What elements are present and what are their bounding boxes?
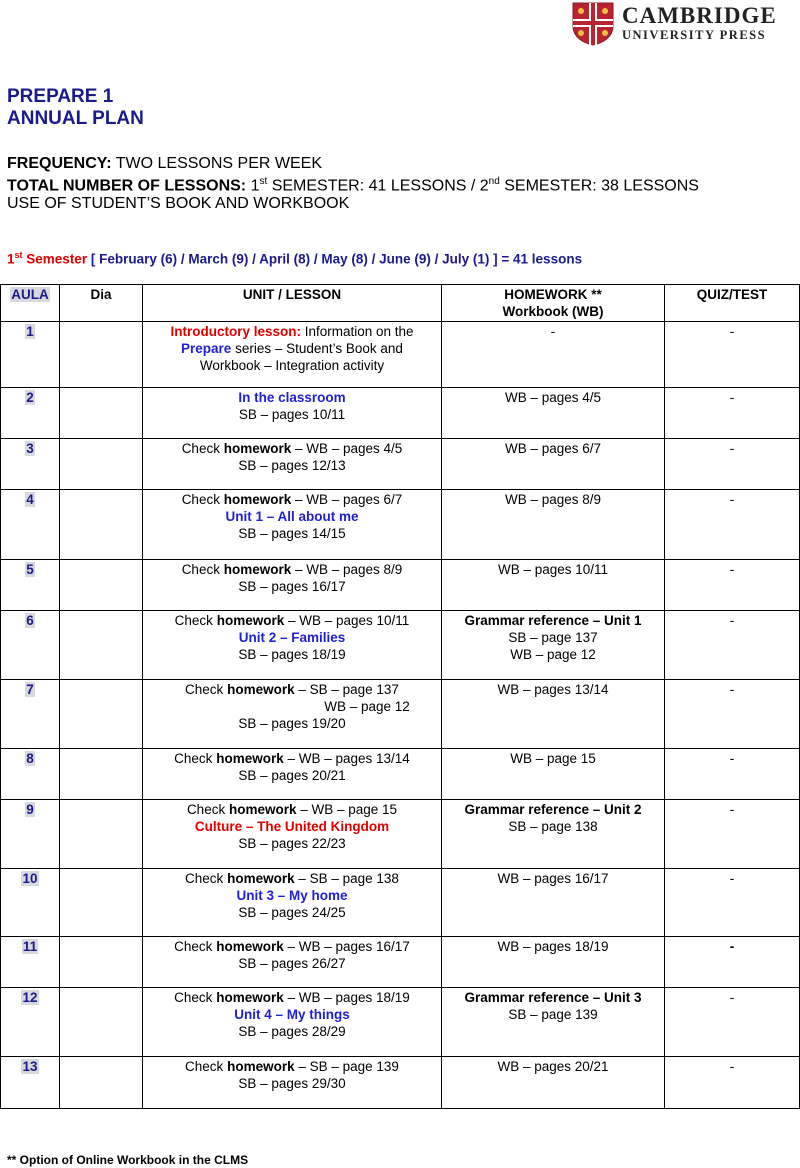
homework-word: homework: [216, 939, 284, 954]
semester-heading: [7, 250, 582, 267]
aula-cell: [1, 937, 60, 988]
check-word: Check: [174, 751, 217, 766]
check-word: Check: [185, 682, 228, 697]
sb-pages: SB – pages 29/30: [238, 1076, 346, 1091]
semester-months: [ February (6) / March (9) / April (8) / May (8) / June (9) / July (1) ] = 41 lessons: [87, 251, 583, 267]
unit-title: Unit 4 – My things: [234, 1007, 350, 1022]
footnote: ** Option of Online Workbook in the CLMS: [7, 1153, 249, 1167]
sb-pages: SB – pages 12/13: [238, 458, 346, 473]
table-row: [1, 749, 800, 800]
header-hw1: HOMEWORK **: [504, 287, 602, 302]
total-post: SEMESTER: 38 LESSONS: [499, 177, 699, 195]
total-mid: SEMESTER: 41 LESSONS / 2: [267, 177, 489, 195]
dia-cell[interactable]: [60, 490, 143, 560]
plan-meta: [7, 155, 699, 213]
aula-cell: [1, 322, 60, 388]
title-line2: ANNUAL PLAN: [7, 108, 144, 129]
quiz-cell: -: [665, 988, 800, 1057]
sb-pages: SB – pages 19/20: [238, 716, 346, 731]
check-rest: – SB – page 139: [294, 1059, 399, 1074]
sb-pages: SB – pages 14/15: [238, 526, 346, 541]
use-line: USE OF STUDENT’S BOOK AND WORKBOOK: [7, 195, 350, 213]
table-row: [1, 322, 800, 388]
aula-number: 8: [26, 751, 34, 766]
homework-word: homework: [223, 492, 292, 507]
homework-cell: WB – pages 10/11: [442, 560, 665, 611]
dia-cell[interactable]: [60, 680, 143, 749]
check-word: Check: [185, 1059, 228, 1074]
quiz-cell: -: [665, 560, 800, 611]
dia-cell[interactable]: [60, 439, 143, 490]
sb-pages: SB – pages 20/21: [238, 768, 346, 783]
quiz-cell: -: [665, 680, 800, 749]
unit-cell: [143, 322, 442, 388]
quiz-cell: -: [665, 937, 800, 988]
total-sup2: nd: [488, 176, 500, 187]
check-word: Check: [181, 562, 224, 577]
check-word: Check: [181, 492, 224, 507]
homework-cell: WB – pages 13/14: [442, 680, 665, 749]
grammar-reference: Grammar reference – Unit 3: [464, 990, 642, 1005]
homework-cell: -: [442, 322, 665, 388]
unit-cell: [143, 388, 442, 439]
check-rest: – SB – page 137: [294, 682, 399, 697]
dia-cell[interactable]: [60, 800, 143, 869]
intro-text-c: Workbook – Integration activity: [199, 358, 385, 373]
dia-cell[interactable]: [60, 869, 143, 937]
homework-cell: [442, 988, 665, 1057]
check-rest: – WB – pages 4/5: [291, 441, 403, 456]
title-line1: PREPARE 1: [7, 86, 114, 107]
homework-word: homework: [227, 682, 295, 697]
aula-number: 7: [26, 682, 34, 697]
cambridge-logo: [572, 2, 777, 46]
check-rest: – SB – page 138: [294, 871, 399, 886]
frequency-value: TWO LESSONS PER WEEK: [111, 155, 323, 172]
check-word: Check: [174, 990, 217, 1005]
unit-cell: [143, 490, 442, 560]
quiz-cell: -: [665, 800, 800, 869]
sb-pages: SB – pages 22/23: [238, 836, 346, 851]
dia-cell[interactable]: [60, 560, 143, 611]
aula-number: 6: [26, 613, 34, 628]
aula-cell: [1, 749, 60, 800]
quiz-cell: -: [665, 322, 800, 388]
cambridge-shield-icon: [572, 2, 614, 46]
table-row: [1, 869, 800, 937]
header-unit: UNIT / LESSON: [143, 285, 442, 322]
lesson-plan-table: [0, 284, 800, 1109]
aula-number: 3: [26, 441, 34, 456]
table-row: [1, 560, 800, 611]
homework-word: homework: [216, 751, 284, 766]
homework-cell: [442, 800, 665, 869]
check-rest: – WB – pages 6/7: [291, 492, 403, 507]
quiz-cell: -: [665, 611, 800, 680]
hw-sb-page: SB – page 138: [508, 819, 598, 834]
aula-cell: [1, 800, 60, 869]
homework-word: homework: [216, 613, 285, 628]
aula-number: 13: [22, 1059, 38, 1074]
table-row: [1, 800, 800, 869]
quiz-cell: -: [665, 490, 800, 560]
unit-title: Unit 1 – All about me: [225, 509, 359, 524]
page-title: [7, 86, 144, 130]
check-word: Check: [181, 441, 224, 456]
homework-cell: WB – pages 18/19: [442, 937, 665, 988]
table-row: [1, 439, 800, 490]
homework-word: homework: [216, 990, 284, 1005]
aula-cell: [1, 680, 60, 749]
aula-number: 1: [26, 324, 34, 339]
aula-number: 12: [22, 990, 38, 1005]
grammar-reference: Grammar reference – Unit 2: [464, 802, 642, 817]
quiz-cell: -: [665, 1057, 800, 1109]
quiz-cell: -: [665, 439, 800, 490]
table-row: [1, 988, 800, 1057]
intro-text-b: series – Student’s Book and: [231, 341, 403, 356]
unit-cell: [143, 869, 442, 937]
homework-word: homework: [228, 802, 297, 817]
hw-sb-page: SB – page 139: [508, 1007, 598, 1022]
table-row: [1, 937, 800, 988]
dia-cell[interactable]: [60, 749, 143, 800]
logo-line1: CAMBRIDGE: [622, 3, 777, 28]
check-rest: – WB – pages 10/11: [284, 613, 410, 628]
header-homework: [442, 285, 665, 322]
sb-pages: SB – pages 28/29: [238, 1024, 346, 1039]
table-row: [1, 680, 800, 749]
intro-label: Introductory lesson:: [170, 324, 301, 339]
unit-cell: [143, 680, 442, 749]
homework-word: homework: [227, 1059, 295, 1074]
total-sup1: st: [259, 176, 268, 187]
homework-cell: WB – pages 16/17: [442, 869, 665, 937]
unit-cell: [143, 1057, 442, 1109]
check-word: Check: [174, 613, 217, 628]
homework-cell: WB – pages 4/5: [442, 388, 665, 439]
check-line2: WB – page 12: [324, 699, 410, 714]
check-word: Check: [174, 939, 217, 954]
aula-cell: [1, 1057, 60, 1109]
homework-cell: WB – pages 8/9: [442, 490, 665, 560]
header-hw2: Workbook (WB): [502, 304, 604, 319]
intro-text-a: Information on the: [300, 324, 414, 339]
homework-cell: [442, 611, 665, 680]
aula-number: 2: [26, 390, 34, 405]
unit-cell: [143, 988, 442, 1057]
homework-cell: WB – pages 6/7: [442, 439, 665, 490]
aula-cell: [1, 869, 60, 937]
header-dia: Dia: [60, 285, 143, 322]
semester-sup: st: [14, 250, 23, 260]
total-pre: 1: [246, 177, 260, 195]
logo-line2: UNIVERSITY PRESS: [622, 28, 767, 42]
table-header-row: [1, 285, 800, 322]
dia-cell[interactable]: [60, 388, 143, 439]
header-aula: [1, 285, 60, 322]
culture-title: Culture – The United Kingdom: [194, 819, 390, 834]
header-aula-label: AULA: [11, 287, 49, 302]
unit-title: Unit 2 – Families: [238, 630, 346, 645]
dia-cell[interactable]: [60, 988, 143, 1057]
unit-cell: [143, 800, 442, 869]
unit-title: Unit 3 – My home: [236, 888, 348, 903]
frequency-line: [7, 155, 699, 173]
dia-cell[interactable]: [60, 937, 143, 988]
dia-cell[interactable]: [60, 611, 143, 680]
sb-pages: SB – pages 18/19: [238, 647, 346, 662]
aula-cell: [1, 439, 60, 490]
table-row: [1, 490, 800, 560]
aula-cell: [1, 388, 60, 439]
total-label: TOTAL NUMBER OF LESSONS:: [7, 177, 247, 195]
unit-cell: [143, 749, 442, 800]
table-row: [1, 611, 800, 680]
quiz-cell: -: [665, 869, 800, 937]
unit-cell: [143, 937, 442, 988]
aula-number: 11: [22, 939, 38, 954]
aula-number: 10: [22, 871, 38, 886]
aula-cell: [1, 560, 60, 611]
table-row: [1, 1057, 800, 1109]
grammar-reference: Grammar reference – Unit 1: [464, 613, 642, 628]
check-rest: – WB – pages 18/19: [283, 990, 410, 1005]
homework-cell: WB – pages 20/21: [442, 1057, 665, 1109]
unit-cell: [143, 560, 442, 611]
aula-cell: [1, 490, 60, 560]
semester-label: Semester: [22, 251, 88, 267]
aula-number: 4: [26, 492, 34, 507]
check-word: Check: [185, 871, 228, 886]
total-line: [7, 173, 699, 195]
sb-pages: SB – pages 16/17: [238, 579, 346, 594]
semester-num: 1: [7, 251, 15, 267]
quiz-cell: -: [665, 749, 800, 800]
sb-pages: SB – pages 10/11: [238, 407, 346, 422]
check-rest: – WB – pages 13/14: [283, 751, 410, 766]
check-word: Check: [186, 802, 229, 817]
frequency-label: FREQUENCY:: [7, 155, 112, 172]
aula-cell: [1, 988, 60, 1057]
homework-cell: WB – page 15: [442, 749, 665, 800]
dia-cell[interactable]: [60, 322, 143, 388]
check-rest: – WB – pages 16/17: [283, 939, 410, 954]
aula-number: 9: [26, 802, 34, 817]
dia-cell[interactable]: [60, 1057, 143, 1109]
quiz-cell: -: [665, 388, 800, 439]
hw-sb-page: SB – page 137: [508, 630, 598, 645]
aula-cell: [1, 611, 60, 680]
homework-word: homework: [223, 441, 292, 456]
intro-prepare: Prepare: [181, 341, 232, 356]
unit-cell: [143, 611, 442, 680]
header-quiz: QUIZ/TEST: [665, 285, 800, 322]
table-row: [1, 388, 800, 439]
unit-cell: [143, 439, 442, 490]
hw-wb-page: WB – page 12: [510, 647, 596, 662]
check-rest: – WB – page 15: [296, 802, 398, 817]
check-rest: – WB – pages 8/9: [291, 562, 403, 577]
homework-word: homework: [223, 562, 292, 577]
unit-title: In the classroom: [238, 390, 346, 405]
homework-word: homework: [227, 871, 295, 886]
aula-number: 5: [26, 562, 34, 577]
sb-pages: SB – pages 24/25: [238, 905, 346, 920]
sb-pages: SB – pages 26/27: [238, 956, 346, 971]
